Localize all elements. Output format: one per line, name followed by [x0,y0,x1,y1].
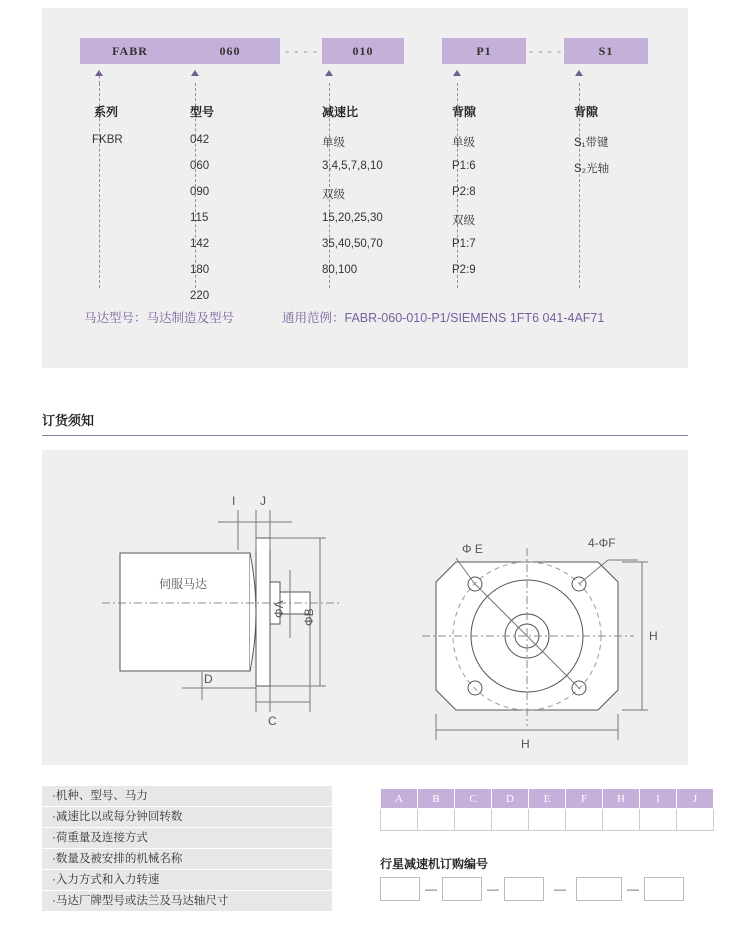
dash-separator-1: - - - - [285,44,318,58]
column-item-model-4: 142 [190,238,210,250]
column-item-ratio-0: 单级 [322,137,345,149]
column-item-backlash-4: P1:7 [452,238,476,250]
note-example: 通用范例：FABR-060-010-P1/SIEMENS 1FT6 041-4AF71 [282,311,605,325]
table-cell[interactable] [603,809,640,831]
table-header-cell: H [603,789,640,809]
drawing-svg [42,450,688,765]
code-box-model: 060 [180,38,280,64]
order-separator-4: — [627,882,639,896]
table-cell[interactable] [529,809,566,831]
order-separator-1: — [425,882,437,896]
column-item-ratio-3: 15,20,25,30 [322,212,383,224]
column-item-backlash-0: 单级 [452,137,475,149]
order-field-5[interactable] [644,877,684,901]
order-field-3[interactable] [504,877,544,901]
list-item: ·荷重量及连接方式 [42,828,332,848]
table-cell[interactable] [455,809,492,831]
note-motor-model: 马达型号：马达制造及型号 [84,311,235,325]
list-item: ·减速比以或每分钟回转数 [42,807,332,827]
dim-label-H-bottom: H [521,737,530,751]
column-title-series: 系列 [94,105,119,119]
column-title-model: 型号 [190,105,215,119]
column-item-model-5: 180 [190,264,210,276]
order-number-fields [380,877,684,901]
table-header-cell: E [529,789,566,809]
order-requirements-list [42,786,332,912]
code-box-backlash: P1 [442,38,526,64]
order-field-2[interactable] [442,877,482,901]
dimension-code-table [380,788,714,831]
column-item-backlash-3: 双级 [452,215,475,227]
order-separator-3: — [554,882,566,896]
dim-label-D: D [204,672,213,686]
code-box-group [42,8,688,368]
motor-label: 伺服马达 [159,577,208,591]
code-box-series: FABR [80,38,180,64]
table-row [381,809,714,831]
list-item: ·马达厂牌型号或法兰及马达轴尺寸 [42,891,332,911]
table-header-cell: J [677,789,714,809]
order-separator-2: — [487,882,499,896]
column-item-shaft-0: S₁带键 [574,137,609,149]
connector-line-series-top [99,70,100,84]
table-cell[interactable] [640,809,677,831]
column-item-model-3: 115 [190,212,209,224]
connector-arrow-ratio [325,70,333,76]
heading-rule [42,435,688,436]
section-heading [42,410,688,436]
column-item-model-6: 220 [190,290,210,302]
dim-label-4-phi-f: 4-ΦF [588,536,616,550]
table-cell[interactable] [566,809,603,831]
column-item-ratio-4: 35,40,50,70 [322,238,383,250]
dim-label-phi-a: ΦA [272,600,286,618]
column-item-series-0: FKBR [92,134,123,146]
dim-label-I: I [232,494,236,508]
table-header-cell: B [418,789,455,809]
table-header-cell: F [566,789,603,809]
table-cell[interactable] [381,809,418,831]
page-title: 订货须知 [42,413,95,428]
dim-label-H-right: H [649,629,658,643]
dim-label-phi-e: Φ E [462,542,483,556]
column-title-shaft: 背隙 [574,105,599,119]
dim-label-phi-b: ΦB [302,608,316,626]
column-item-backlash-2: P2:8 [452,186,476,198]
column-item-model-2: 090 [190,186,210,198]
column-item-model-0: 042 [190,134,210,146]
list-item: ·入力方式和入力转速 [42,870,332,890]
column-title-backlash: 背隙 [452,105,477,119]
column-title-ratio: 减速比 [322,105,359,119]
code-box-shaft: S1 [564,38,648,64]
table-cell[interactable] [418,809,455,831]
table-header-cell: C [455,789,492,809]
column-item-backlash-5: P2:9 [452,264,476,276]
list-item: ·数量及被安排的机械名称 [42,849,332,869]
column-item-ratio-1: 3,4,5,7,8,10 [322,160,383,172]
dim-label-J: J [260,494,266,508]
column-item-model-1: 060 [190,160,210,172]
technical-drawing-panel [42,450,688,765]
code-box-ratio: 010 [322,38,404,64]
table-cell[interactable] [677,809,714,831]
table-header-cell: D [492,789,529,809]
dim-label-C: C [268,714,277,728]
column-item-shaft-1: S₂光轴 [574,163,610,175]
order-field-1[interactable] [380,877,420,901]
connector-arrow-backlash [453,70,461,76]
order-field-4[interactable] [576,877,622,901]
column-item-backlash-1: P1:6 [452,160,476,172]
column-item-ratio-2: 双级 [322,189,345,201]
list-item: ·机种、型号、马力 [42,786,332,806]
model-code-panel [42,8,688,368]
dash-separator-2: - - - - [529,44,562,58]
column-item-ratio-5: 80,100 [322,264,358,276]
order-number-title: 行星减速机订购编号 [380,857,489,871]
table-cell[interactable] [492,809,529,831]
table-header-cell: I [640,789,677,809]
table-header-cell: A [381,789,418,809]
table-header-row [381,789,714,809]
connector-arrow-model [191,70,199,76]
connector-arrow-shaft [575,70,583,76]
